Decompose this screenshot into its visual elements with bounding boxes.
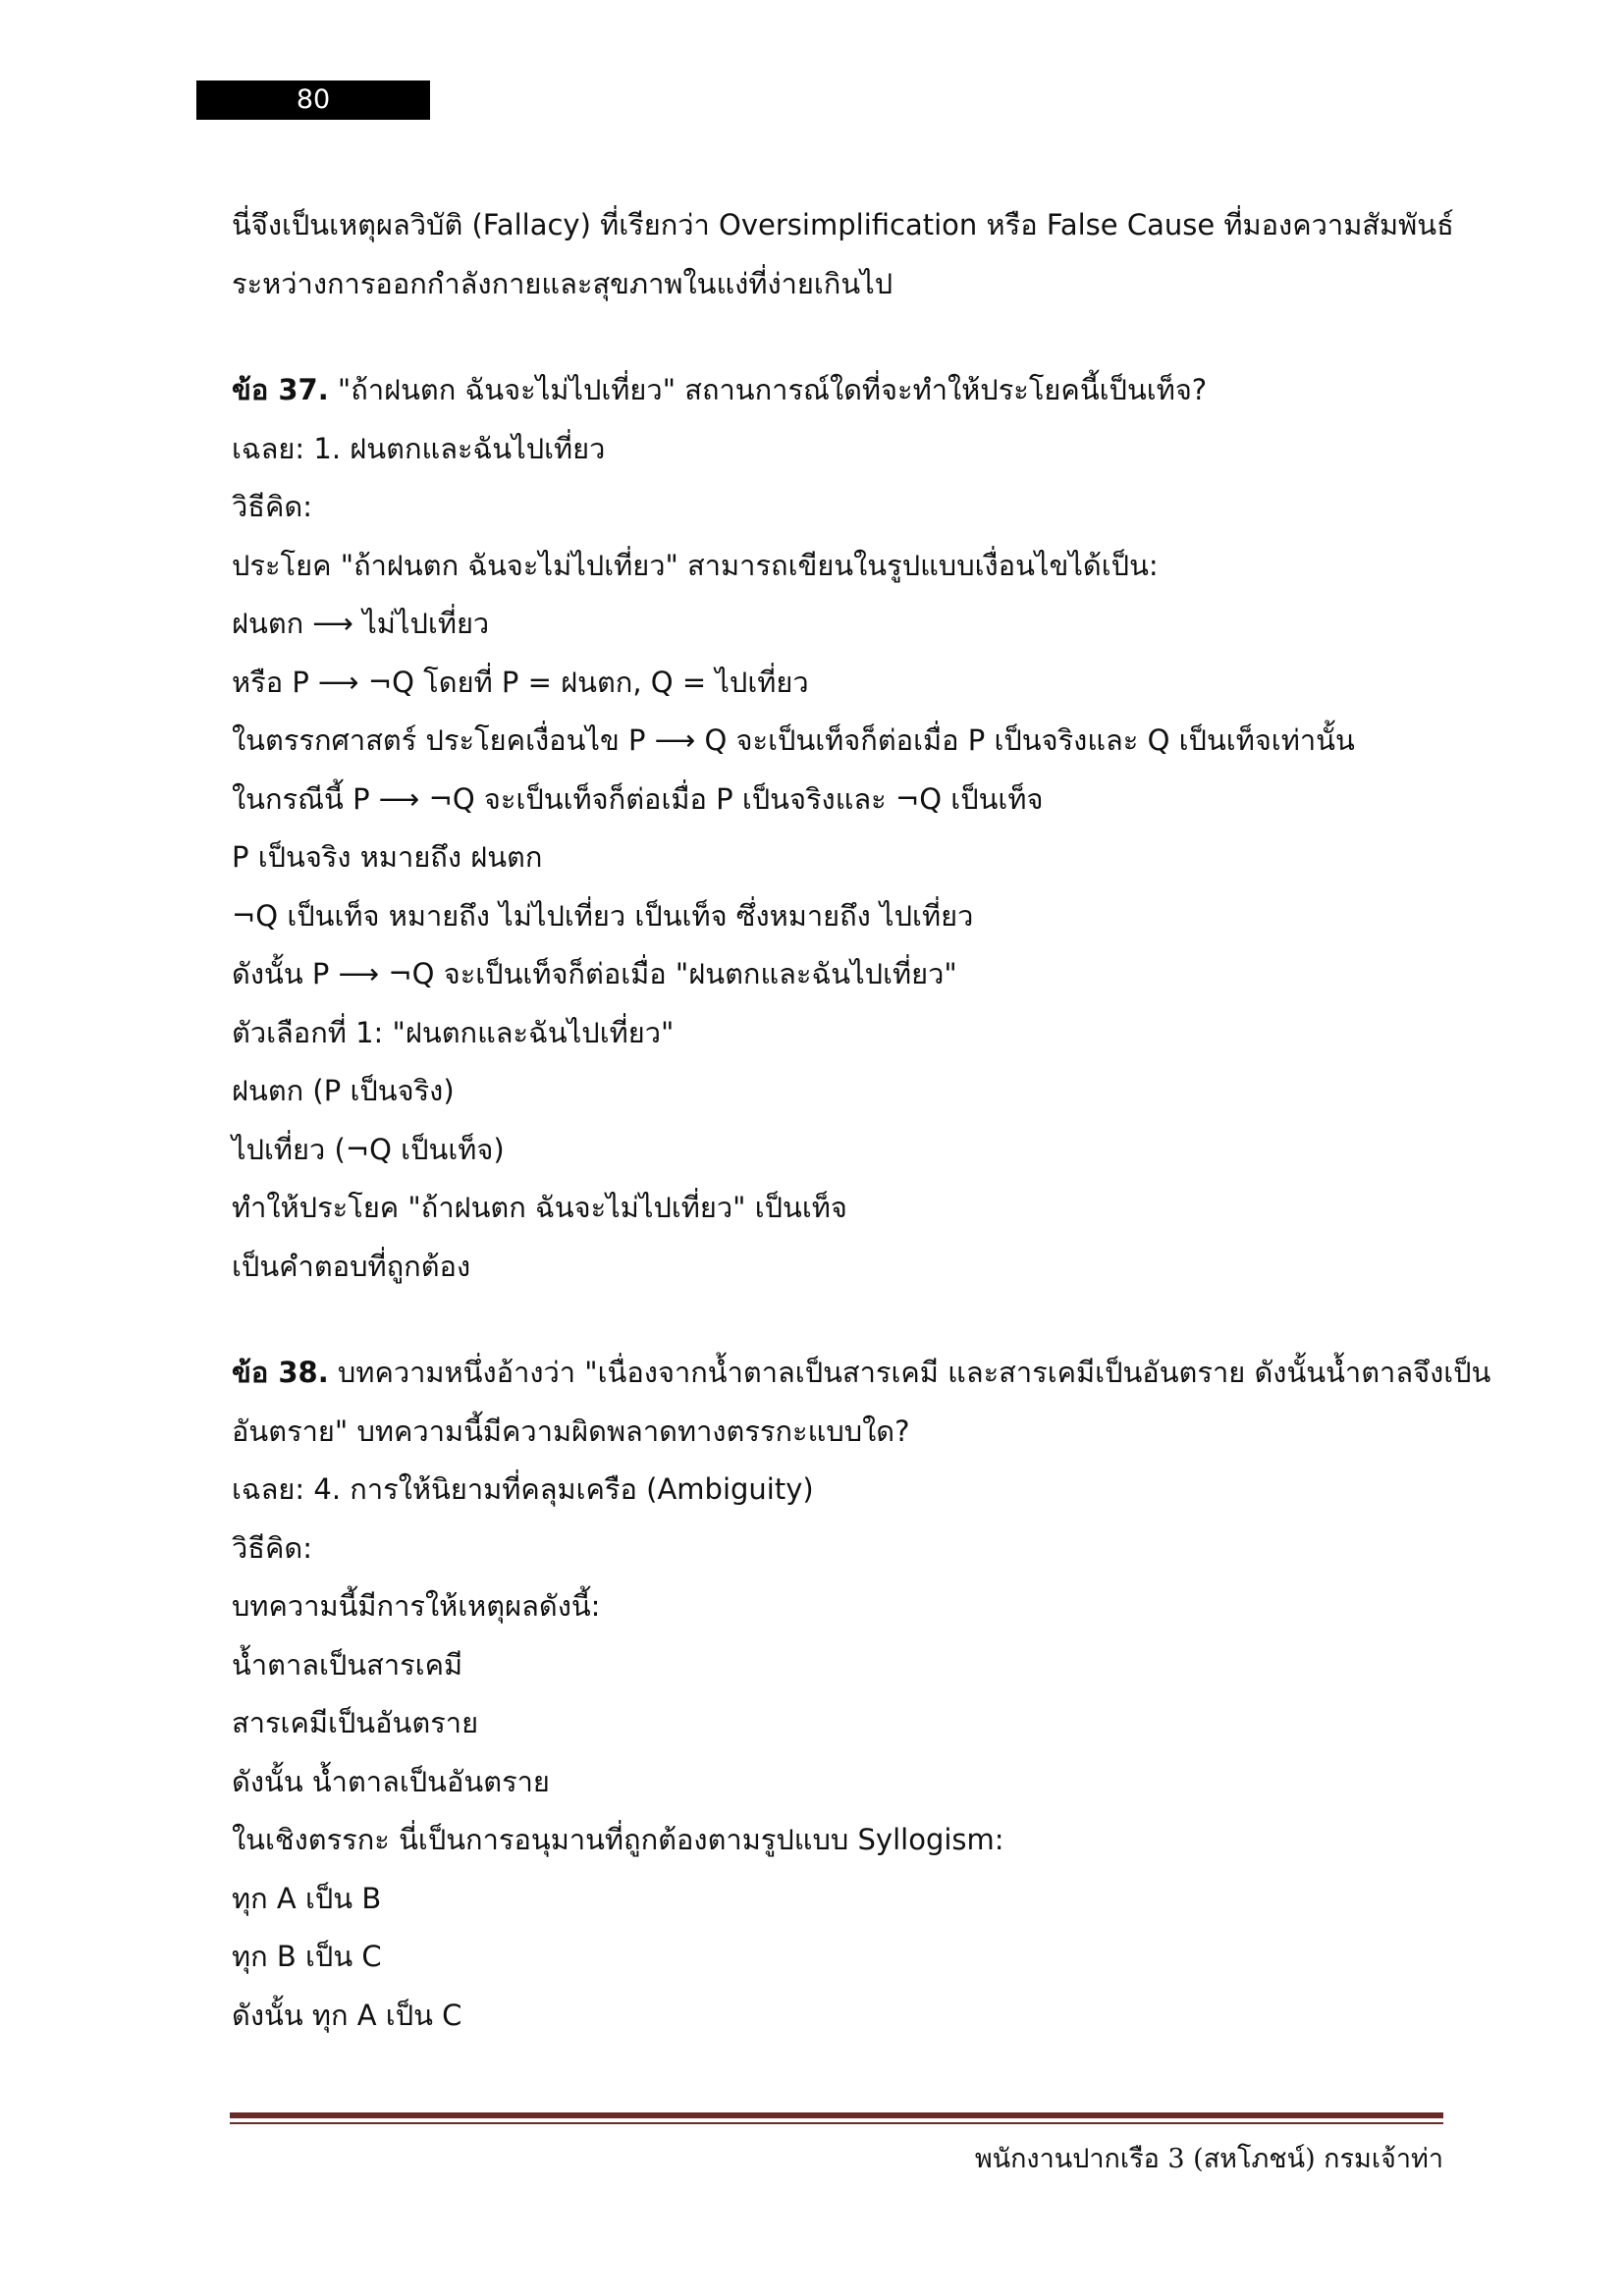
paragraph-gap (232, 1296, 1449, 1344)
q38-line: บทความนี้มีการให้เหตุผลดังนี้: (232, 1589, 601, 1623)
question-38-text: บทความหนึ่งอ้างว่า "เนื่องจากน้ำตาลเป็นสารเคมี และสารเคมีเป็นอันตราย ดังนั้นน้ำตาลจึงเป็น (328, 1356, 1491, 1389)
q37-line: ในกรณีนี้ P ⟶ ¬Q จะเป็นเท็จก็ต่อเมื่อ P เป็นจริงและ ¬Q เป็นเท็จ (232, 781, 1044, 816)
q37-line: หรือ P ⟶ ¬Q โดยที่ P = ฝนตก, Q = ไปเที่ยว (232, 665, 809, 699)
q38-line: วิธีคิด: (232, 1530, 312, 1565)
question-37-text: "ถ้าฝนตก ฉันจะไม่ไปเที่ยว" สถานการณ์ใดที่จะทำให้ประโยคนี้เป็นเท็จ? (328, 373, 1208, 406)
q38-line: ทุก B เป็น C (232, 1940, 382, 1973)
question-38-heading (232, 1344, 1491, 1403)
q37-line: เป็นคำตอบที่ถูกต้อง (232, 1249, 471, 1283)
q38-line: ดังนั้น ทุก A เป็น C (232, 1998, 462, 2032)
q38-line: เฉลย: 4. การให้นิยามที่คลุมเครือ (Ambiguity) (232, 1472, 814, 1506)
q37-line: ทำให้ประโยค "ถ้าฝนตก ฉันจะไม่ไปเที่ยว" เป็นเท็จ (232, 1191, 847, 1224)
q37-line: ฝนตก ⟶ ไม่ไปเที่ยว (232, 607, 490, 640)
question-37-heading (232, 361, 1449, 420)
page-number: 80 (196, 80, 430, 120)
q37-line: เฉลย: 1. ฝนตกและฉันไปเที่ยว (232, 431, 606, 465)
question-38-label: ข้อ 38. (232, 1356, 329, 1389)
document-body (232, 196, 1491, 2045)
intro-line-2: ระหว่างการออกกำลังกายและสุขภาพในแง่ที่ง่ายเกินไป (232, 266, 893, 300)
q37-line: ตัวเลือกที่ 1: "ฝนตกและฉันไปเที่ยว" (232, 1015, 675, 1049)
q37-line: วิธีคิด: (232, 490, 312, 523)
q37-line: ดังนั้น P ⟶ ¬Q จะเป็นเท็จก็ต่อเมื่อ "ฝนตกและฉันไปเที่ยว" (232, 957, 957, 990)
intro-line-1: นี่จึงเป็นเหตุผลวิบัติ (Fallacy) ที่เรียกว่า Oversimplification หรือ False Cause ที่มองความสัมพันธ์ (232, 208, 1454, 241)
q37-line: ในตรรกศาสตร์ ประโยคเงื่อนไข P ⟶ Q จะเป็นเท็จก็ต่อเมื่อ P เป็นจริงและ Q เป็นเท็จเท่านั้น (232, 723, 1355, 757)
q38-line: ในเชิงตรรกะ นี่เป็นการอนุมานที่ถูกต้องตามรูปแบบ Syllogism: (232, 1823, 1004, 1856)
q37-line: P เป็นจริง หมายถึง ฝนตก (232, 840, 543, 874)
footer-rule (230, 2112, 1443, 2118)
q37-line: ฝนตก (P เป็นจริง) (232, 1074, 455, 1107)
footer-rule-thin (230, 2122, 1443, 2124)
q38-line: น้ำตาลเป็นสารเคมี (232, 1647, 463, 1682)
question-37-label: ข้อ 37. (232, 373, 329, 406)
q38-line: สารเคมีเป็นอันตราย (232, 1706, 479, 1739)
q37-line: ไปเที่ยว (¬Q เป็นเท็จ) (232, 1132, 505, 1166)
question-38-text-cont: อันตราย" บทความนี้มีความผิดพลาดทางตรรกะแบบใด? (232, 1414, 910, 1448)
q38-line: ทุก A เป็น B (232, 1881, 382, 1915)
footer-text: พนักงานปากเรือ 3 (สหโภชน์) กรมเจ้าท่า (974, 2144, 1443, 2174)
paragraph-gap (232, 313, 1449, 361)
q37-line: ประโยค "ถ้าฝนตก ฉันจะไม่ไปเที่ยว" สามารถเขียนในรูปแบบเงื่อนไขได้เป็น: (232, 548, 1159, 582)
q37-line: ¬Q เป็นเท็จ หมายถึง ไม่ไปเที่ยว เป็นเท็จ ซึ่งหมายถึง ไปเที่ยว (232, 898, 974, 933)
q38-line: ดังนั้น น้ำตาลเป็นอันตราย (232, 1764, 550, 1798)
